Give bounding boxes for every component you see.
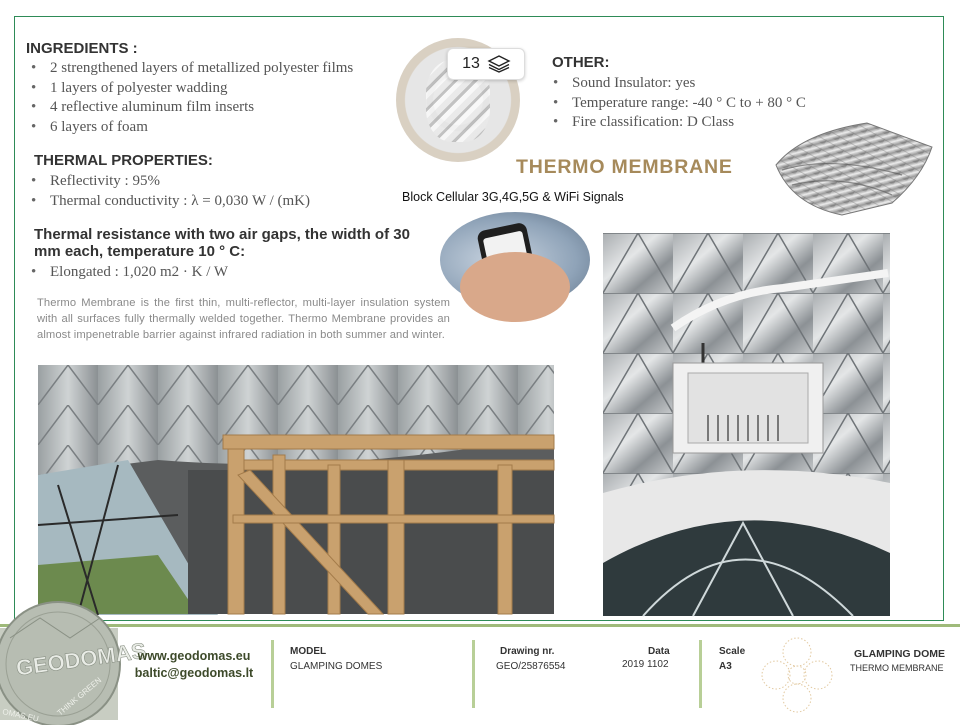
layers-badge <box>447 48 525 80</box>
thermal-resistance-list <box>26 263 406 283</box>
folded-membrane-image <box>772 115 934 217</box>
logo-ring-text: THINK GREEN <box>55 675 104 718</box>
product-title: THERMO MEMBRANE <box>516 156 733 178</box>
other-title: OTHER: <box>552 54 610 71</box>
logo-text: GEODOMAS <box>14 637 148 681</box>
dome-interior-ac-photo <box>603 233 890 616</box>
email-link[interactable]: baltic@geodomas.lt <box>134 666 254 680</box>
drawing-label: Drawing nr. <box>500 646 555 657</box>
date-label: Data <box>648 646 670 657</box>
model-label: MODEL <box>290 646 327 657</box>
list-item: • Fire classification: D Class <box>548 113 868 133</box>
ingredients-list <box>26 59 406 137</box>
scale-label: Scale <box>719 646 746 657</box>
product-description: Thermo Membrane is the first thin, multi-reflector, multi-layer insulation system with all surfaces fully thermally welded together. Thermo Membrane provides an almost impenetrable barrier against infrared radiation in both summer and winter. <box>37 297 450 341</box>
geodomas-logo <box>0 628 148 724</box>
list-item: • Thermal conductivity : λ = 0,030 W / (mK) <box>26 192 406 212</box>
model-value: GLAMPING DOMES <box>290 661 383 672</box>
drawing-value: GEO/25876554 <box>496 661 566 672</box>
ingredients-title: INGREDIENTS : <box>26 40 138 57</box>
website-link[interactable]: www.geodomas.eu <box>137 649 251 663</box>
list-item: • Elongated : 1,020 m2 · K / W <box>26 263 406 283</box>
list-item: • 6 layers of foam <box>26 118 406 138</box>
thermal-resistance-title: Thermal resistance with two air gaps, the width of 30 mm each, temperature 10 ° C: <box>34 226 410 260</box>
signals-caption: Block Cellular 3G,4G,5G & WiFi Signals <box>402 190 624 204</box>
list-item: • 1 layers of polyester wadding <box>26 79 406 99</box>
dome-interior-wood-photo <box>38 365 554 614</box>
footer-separator <box>271 640 274 708</box>
logo-ring-domain: OMAS.EU <box>1 707 40 724</box>
date-value: 2019 1102 <box>622 659 669 670</box>
layers-count: 13 <box>462 55 480 72</box>
footer-contacts <box>134 648 254 682</box>
list-item: • 4 reflective aluminum film inserts <box>26 98 406 118</box>
list-item: • 2 strengthened layers of metallized polyester films <box>26 59 406 79</box>
list-item: • Temperature range: -40 ° C to + 80 ° C <box>548 94 868 114</box>
layers-icon <box>488 55 510 73</box>
phone-no-signal-image <box>440 212 590 308</box>
scale-value: A3 <box>719 661 732 672</box>
footer-separator <box>699 640 702 708</box>
thermal-properties-title: THERMAL PROPERTIES: <box>34 152 213 169</box>
list-item: • Reflectivity : 95% <box>26 172 406 192</box>
list-item: • Sound Insulator: yes <box>548 74 868 94</box>
decorative-emblem <box>752 630 842 720</box>
product-value: THERMO MEMBRANE <box>850 663 944 673</box>
thermal-properties-list <box>26 172 406 211</box>
product-label: GLAMPING DOME <box>854 648 945 660</box>
footer-separator <box>472 640 475 708</box>
